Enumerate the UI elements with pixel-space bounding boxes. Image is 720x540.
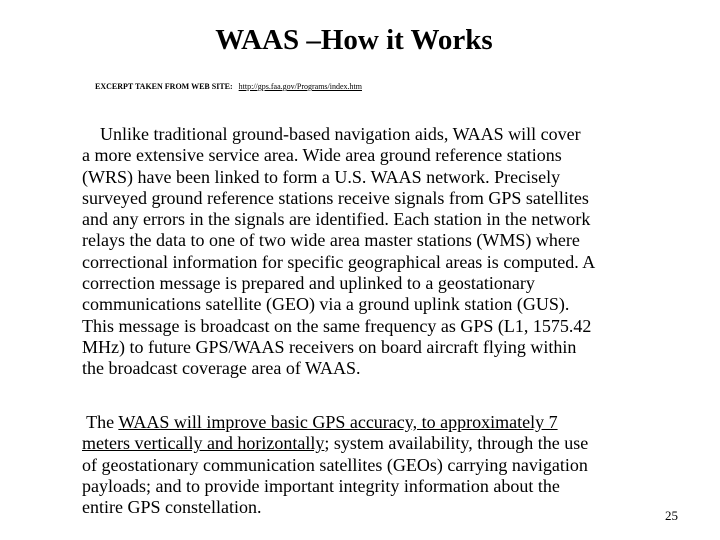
paragraph-line: correction message is prepared and uplinked to a geostationary: [82, 273, 535, 294]
underlined-text: meters vertically and horizontally: [82, 433, 325, 454]
paragraph-line: a more extensive service area. Wide area ground reference stations: [82, 145, 562, 166]
paragraph-line: the broadcast coverage area of WAAS.: [82, 358, 361, 379]
paragraph-line: correctional information for specific geographical areas is computed. A: [82, 251, 596, 272]
excerpt-source: [95, 81, 362, 93]
paragraph-text: The: [82, 412, 119, 432]
paragraph-line: [82, 412, 662, 433]
paragraph-line: of geostationary communication satellites (GEOs) carrying navigation: [82, 454, 588, 475]
paragraph-text: ; system availability, through the use: [324, 433, 589, 454]
paragraph-line: entire GPS constellation.: [82, 497, 262, 518]
paragraph-waas-benefits: [82, 412, 662, 518]
paragraph-line: Unlike traditional ground-based navigation aids, WAAS will cover: [82, 124, 581, 144]
excerpt-label: EXCERPT TAKEN FROM WEB SITE:: [95, 82, 233, 91]
paragraph-line: payloads; and to provide important integrity information about the: [82, 475, 560, 496]
page-number: 25: [665, 508, 678, 523]
paragraph-line: surveyed ground reference stations receive signals from GPS satellites: [82, 187, 589, 208]
excerpt-url-link[interactable]: http://gps.faa.gov/Programs/index.htm: [238, 82, 362, 91]
paragraph-line: (WRS) have been linked to form a U.S. WAAS network. Precisely: [82, 166, 561, 187]
paragraph-line: communications satellite (GEO) via a ground uplink station (GUS).: [82, 294, 570, 315]
paragraph-line: and any errors in the signals are identified. Each station in the network: [82, 209, 591, 230]
paragraph-line: MHz) to future GPS/WAAS receivers on board aircraft flying within: [82, 336, 577, 357]
paragraph-line: [82, 433, 662, 454]
paragraph-waas-overview: [82, 124, 662, 380]
slide-title: WAAS –How it Works: [215, 24, 493, 56]
underlined-text: WAAS will improve basic GPS accuracy, to approximately 7: [118, 412, 558, 432]
paragraph-line: relays the data to one of two wide area master stations (WMS) where: [82, 230, 580, 251]
paragraph-line: This message is broadcast on the same frequency as GPS (L1, 1575.42: [82, 315, 592, 336]
